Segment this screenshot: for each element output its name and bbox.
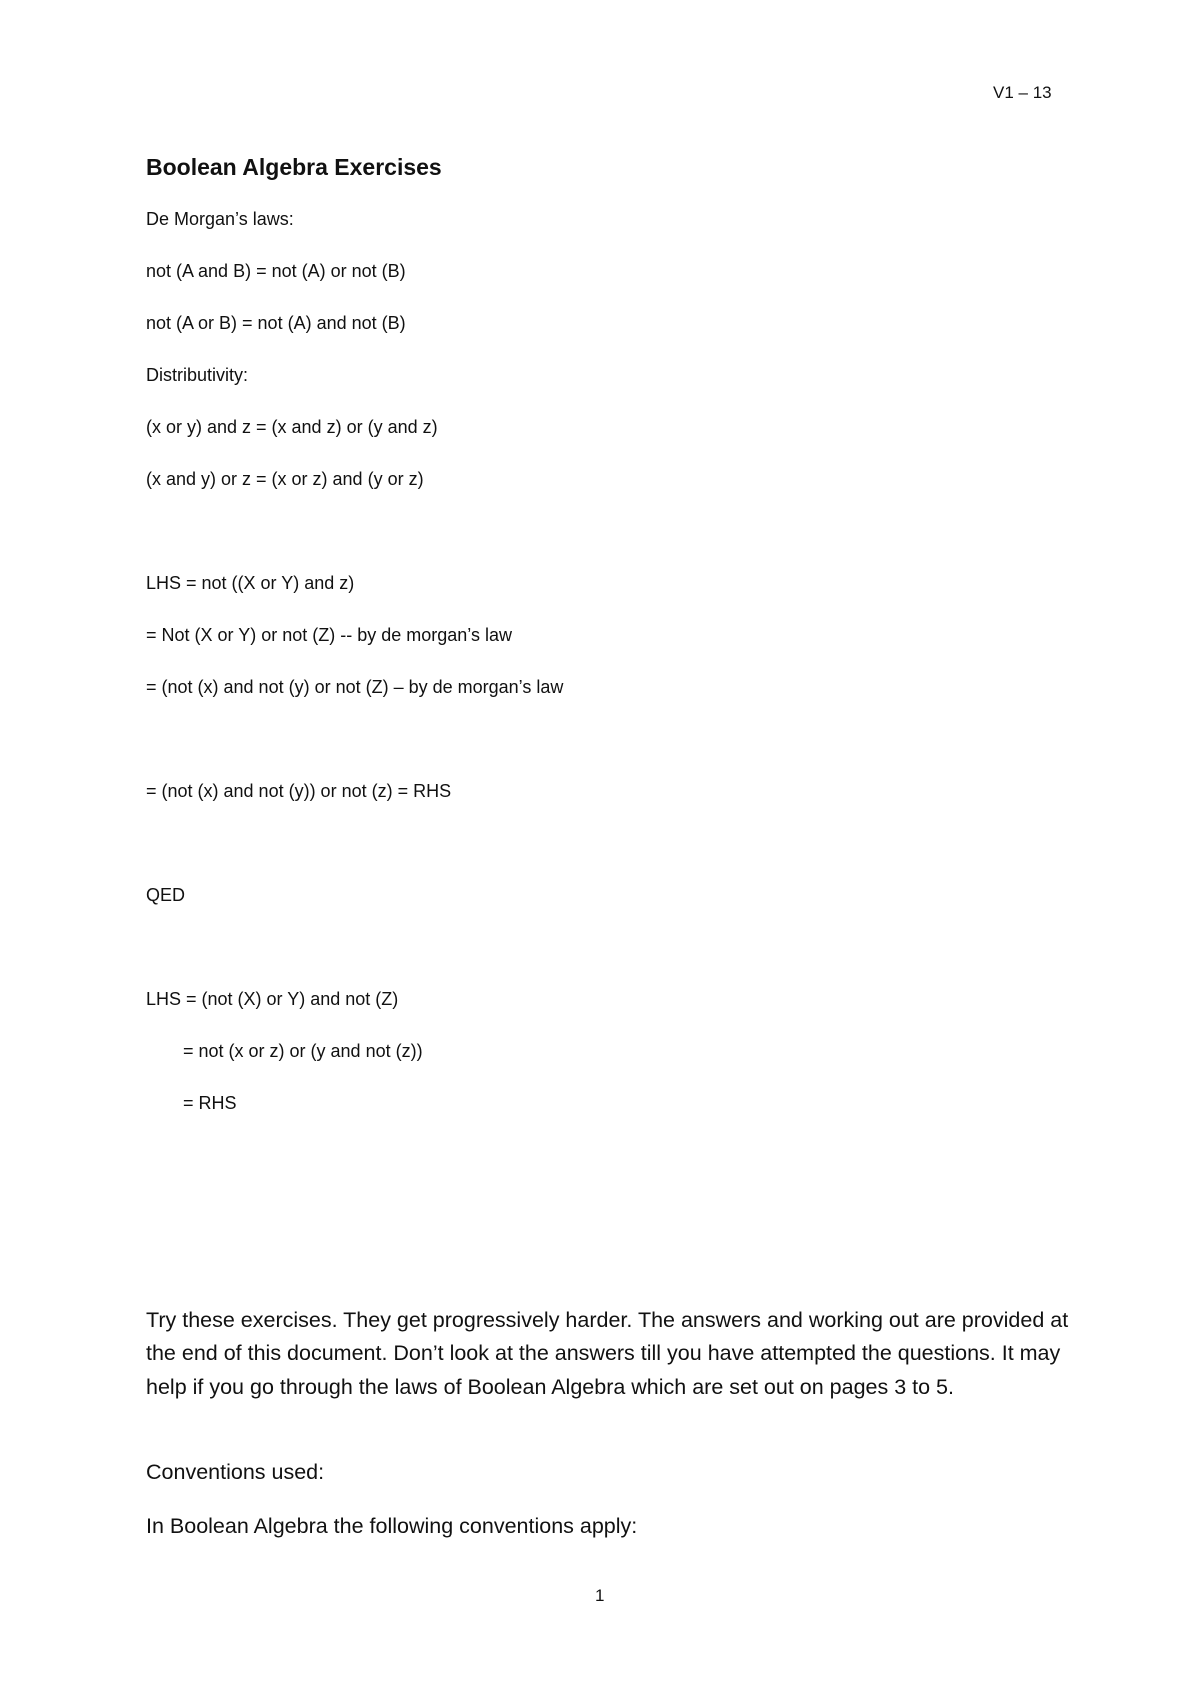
proof2-line-1: LHS = (not (X) or Y) and not (Z) xyxy=(146,989,399,1009)
distributivity-law-2: (x and y) or z = (x or z) and (y or z) xyxy=(146,469,424,489)
proof2-line-2: = not (x or z) or (y and not (z)) xyxy=(183,1041,423,1061)
proof1-line-2: = Not (X or Y) or not (Z) -- by de morgan’s law xyxy=(146,625,512,645)
proof1-qed: QED xyxy=(146,885,186,905)
de-morgan-heading: De Morgan’s laws: xyxy=(146,209,294,229)
proof1-line-3: = (not (x) and not (y) or not (Z) – by de morgan’s law xyxy=(146,677,564,697)
de-morgan-law-2: not (A or B) = not (A) and not (B) xyxy=(146,313,406,333)
distributivity-law-1: (x or y) and z = (x and z) or (y and z) xyxy=(146,417,438,437)
de-morgan-law-1: not (A and B) = not (A) or not (B) xyxy=(146,261,406,281)
distributivity-heading: Distributivity: xyxy=(146,365,249,385)
page-title: Boolean Algebra Exercises xyxy=(146,154,442,180)
proof2-line-3: = RHS xyxy=(183,1093,237,1113)
proof1-line-1: LHS = not ((X or Y) and z) xyxy=(146,573,355,593)
instructions-paragraph: Try these exercises. They get progressively harder. The answers and working out are provided at the end of this document. Don’t look at the answers till you have attempted the questions. It may help if you go through the laws of Boolean Algebra which are set out on pages 3 to 5. xyxy=(146,1308,1069,1399)
conventions-heading: Conventions used: xyxy=(146,1460,325,1484)
page-number: 1 xyxy=(595,1586,605,1605)
conventions-intro: In Boolean Algebra the following conventions apply: xyxy=(146,1514,638,1538)
document-code: V1 – 13 xyxy=(993,83,1052,102)
proof1-line-4: = (not (x) and not (y)) or not (z) = RHS xyxy=(146,781,452,801)
